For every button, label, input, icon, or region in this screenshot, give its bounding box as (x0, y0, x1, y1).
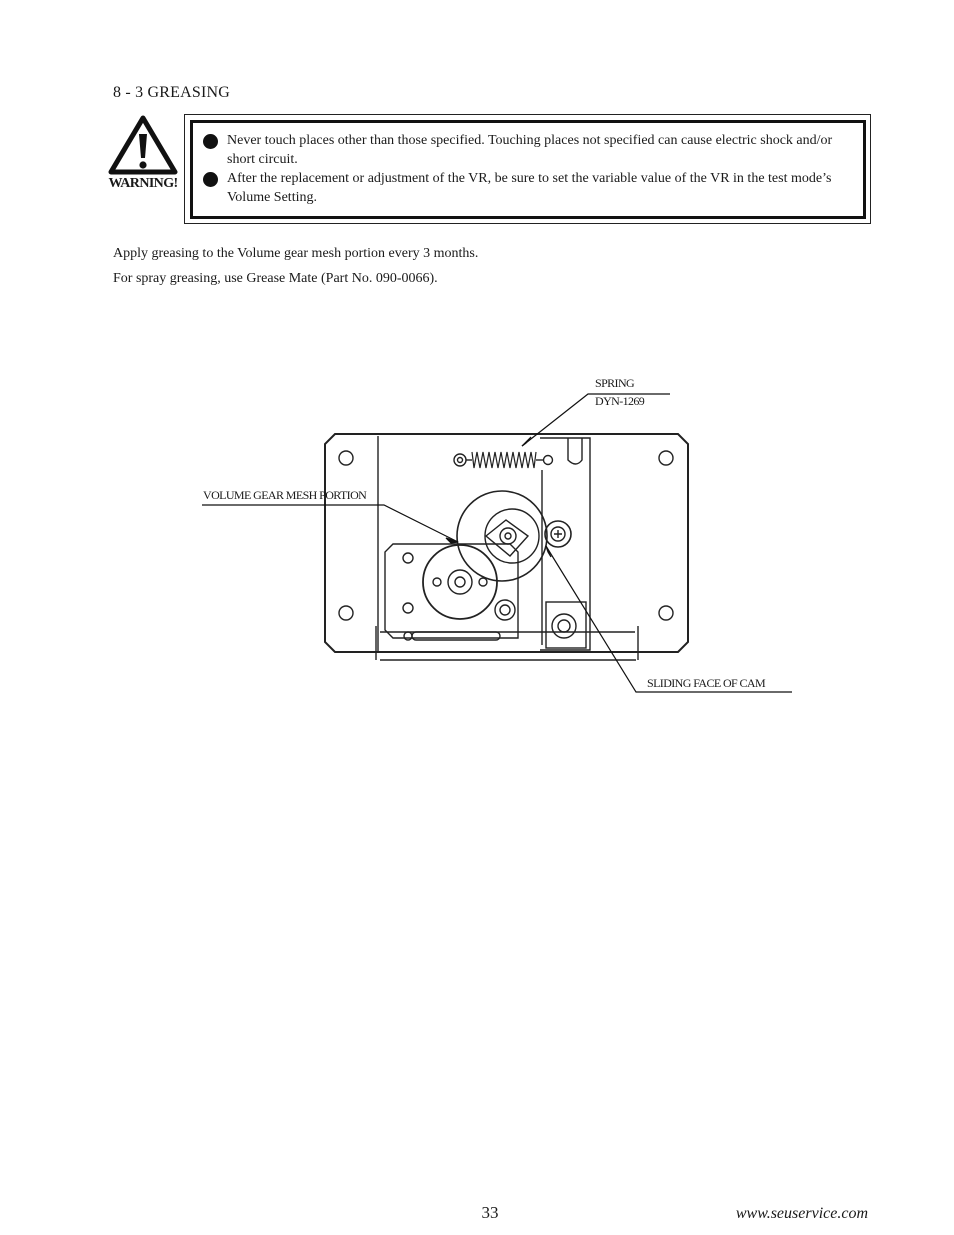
warning-item-text: After the replacement or adjustment of the VR, be sure to set the variable value of the VR in the test mode’s Volume Setting. (227, 171, 832, 205)
warning-triangle-icon (107, 114, 179, 176)
bullet-icon (203, 172, 218, 187)
page-number: 33 (481, 1203, 499, 1222)
section-title: 8 - 3 GREASING (113, 84, 231, 101)
warning-item (203, 132, 863, 169)
callout-gear-mesh: VOLUME GEAR MESH PORTION (203, 488, 367, 502)
warning-item (203, 170, 863, 207)
callout-cam-face: SLIDING FACE OF CAM (647, 676, 766, 690)
mechanism-drawing (180, 360, 820, 720)
callout-spring-part: DYN-1269 (595, 394, 645, 408)
warning-item-text: Never touch places other than those specified. Touching places not specified can cause electric shock and/or short circuit. (227, 133, 833, 167)
instruction-line: For spray greasing, use Grease Mate (Part No. 090-0066). (113, 271, 438, 286)
instruction-line: Apply greasing to the Volume gear mesh portion every 3 months. (113, 246, 479, 261)
warning-label: WARNING! (108, 176, 178, 191)
greasing-diagram (180, 360, 820, 720)
callout-spring: SPRING (595, 376, 635, 390)
warning-icon-block (107, 114, 179, 196)
bullet-icon (203, 134, 218, 149)
footer-url: www.seuservice.com (735, 1205, 868, 1222)
